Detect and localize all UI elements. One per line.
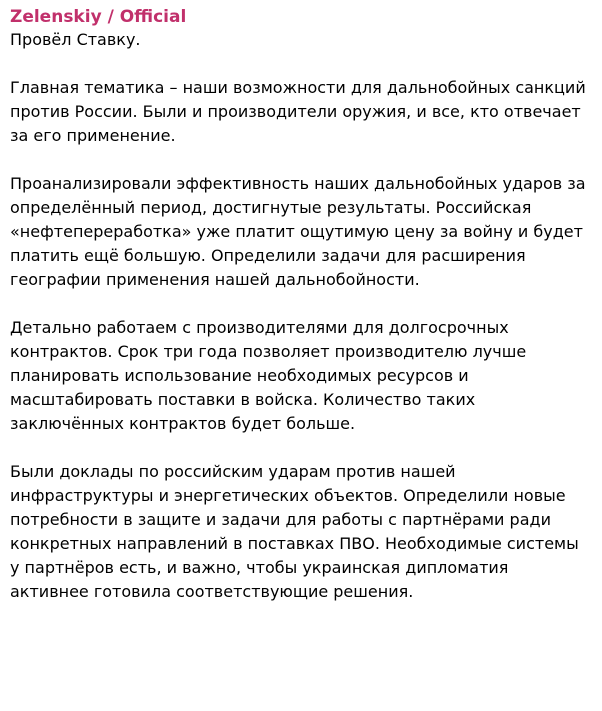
message-paragraph: Провёл Ставку. bbox=[10, 30, 141, 49]
message-paragraph: Детально работаем с производителями для долгосрочных контрактов. Срок три года позволяет производителю лучше планировать использование необходимых ресурсов и масштабировать поставки в войска. Количество таких заключённых контрактов будет больше. bbox=[10, 318, 527, 433]
message-text bbox=[10, 28, 592, 604]
message-paragraph: Были доклады по российским ударам против нашей инфраструктуры и энергетических объектов. Определили новые потребности в защите и задачи для работы с партнёрами ради конкретных направлений в поставках ПВО. Необходимые системы у партнёров есть, и важно, чтобы украинская дипломатия активнее готовила соответствующие решения. bbox=[10, 462, 579, 601]
message-paragraph: Главная тематика – наши возможности для дальнобойных санкций против России. Были и производители оружия, и все, кто отвечает за его применение. bbox=[10, 78, 586, 145]
message-paragraph: Проанализировали эффективность наших дальнобойных ударов за определённый период, достигнутые результаты. Российская «нефтепереработка» уже платит ощутимую цену за войну и будет платить ещё большую. Определили задачи для расширения географии применения нашей дальнобойности. bbox=[10, 174, 586, 289]
channel-name[interactable]: Zelenskiy / Official bbox=[10, 7, 187, 27]
